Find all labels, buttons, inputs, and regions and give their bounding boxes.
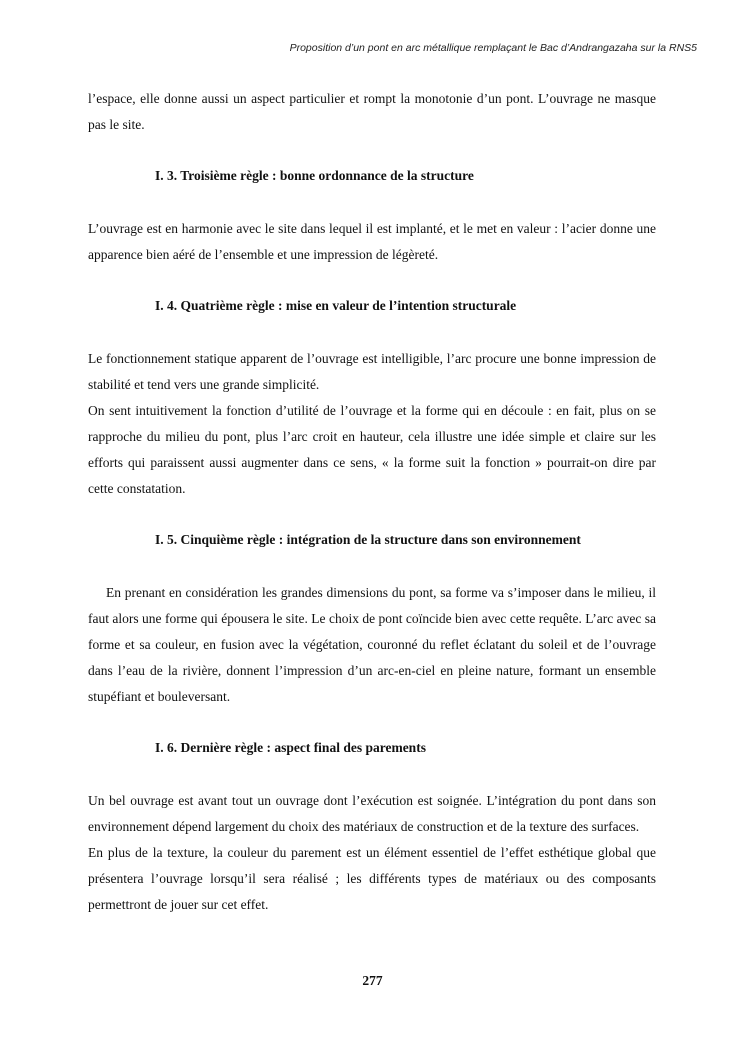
section-4-paragraph-2: On sent intuitivement la fonction d’utilité de l’ouvrage et la forme qui en découle : en fait, plus on se rapproche du milieu du pont, plus l’arc croit en hauteur, cela illustre une idée simple et claire sur les efforts qui paraissent aussi augmenter dans ce sens, « la forme suit la fonction » pourrait-on dire par cette constatation. [88, 403, 656, 496]
section-5-heading: I. 5. Cinquième règle : intégration de la structure dans son environnement [155, 532, 581, 547]
section-6-paragraph-2: En plus de la texture, la couleur du parement est un élément essentiel de l’effet esthétique global que présentera l’ouvrage lorsqu’il sera réalisé ; les différents types de matériaux ou des composants permettront de jouer sur cet effet. [88, 845, 656, 912]
section-5-paragraph-1: En prenant en considération les grandes dimensions du pont, sa forme va s’imposer dans le milieu, il faut alors une forme qui épousera le site. Le choix de pont coïncide bien avec cette requête. L’arc avec sa forme et sa couleur, en fusion avec la végétation, couronné du reflet éclatant du soleil et de l’ouvrage dans l’eau de la rivière, donnent l’impression d’un arc-en-ciel en pleine nature, formant un ensemble stupéfiant et bouleversant. [88, 585, 656, 704]
section-4-heading: I. 4. Quatrième règle : mise en valeur de l’intention structurale [155, 298, 517, 313]
page-body [88, 86, 656, 918]
page-number: 277 [362, 973, 383, 988]
section-3-paragraph-1: L’ouvrage est en harmonie avec le site dans lequel il est implanté, et le met en valeur : l’acier donne une apparence bien aéré de l’ensemble et une impression de légèreté. [88, 221, 656, 262]
intro-paragraph: l’espace, elle donne aussi un aspect particulier et rompt la monotonie d’un pont. L’ouvrage ne masque pas le site. [88, 91, 656, 132]
section-6-heading: I. 6. Dernière règle : aspect final des parements [155, 740, 426, 755]
running-header: Proposition d’un pont en arc métallique remplaçant le Bac d’Andrangazaha sur la RNS5 [289, 42, 697, 54]
section-4-paragraph-1: Le fonctionnement statique apparent de l’ouvrage est intelligible, l’arc procure une bonne impression de stabilité et tend vers une grande simplicité. [88, 351, 656, 392]
section-6-paragraph-1: Un bel ouvrage est avant tout un ouvrage dont l’exécution est soignée. L’intégration du pont dans son environnement dépend largement du choix des matériaux de construction et de la texture des surfaces. [88, 793, 656, 834]
section-3-heading: I. 3. Troisième règle : bonne ordonnance de la structure [155, 168, 474, 183]
